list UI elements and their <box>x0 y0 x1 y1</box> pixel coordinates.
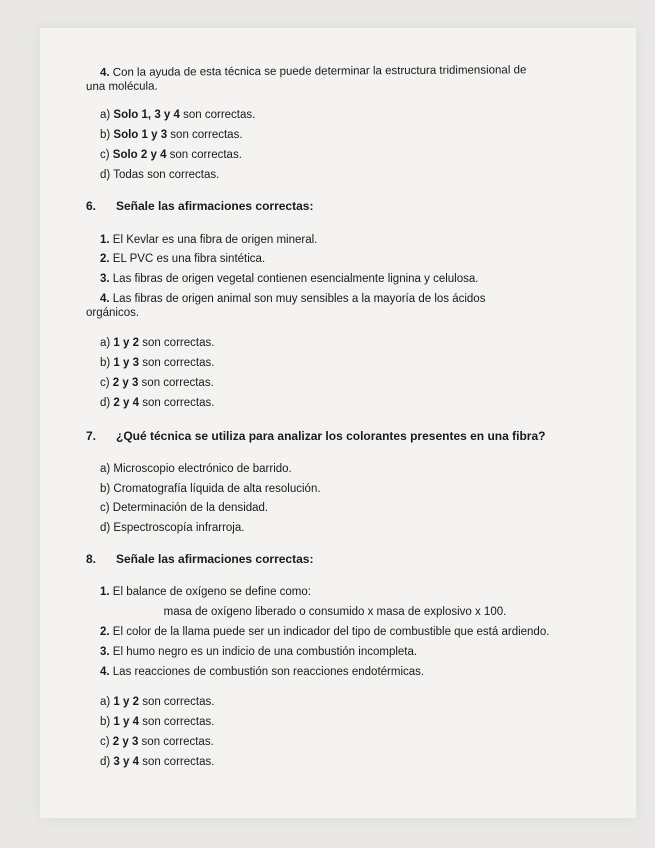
q6-statement-2: 2. EL PVC es una fibra sintética. <box>100 253 266 265</box>
q4-option-a: a) Solo 1, 3 y 4 son correctas. <box>100 109 256 121</box>
q8-option-b: b) 1 y 4 son correctas. <box>100 716 215 728</box>
q6-option-a: a) 1 y 2 son correctas. <box>100 337 215 349</box>
q6-option-b: b) 1 y 3 son correctas. <box>100 357 215 369</box>
q8-statement-3: 3. El humo negro es un indicio de una combustión incompleta. <box>100 646 418 658</box>
q6-statement-1: 1. El Kevlar es una fibra de origen mineral. <box>100 234 318 246</box>
q7-option-c: c) Determinación de la densidad. <box>100 502 269 514</box>
q6-title: 6. Señale las afirmaciones correctas: <box>86 199 314 213</box>
q6-statement-3: 3. Las fibras de origen vegetal contienen esencialmente lignina y celulosa. <box>100 273 479 285</box>
q8-statement-4: 4. Las reacciones de combustión son reacciones endotérmicas. <box>100 666 425 678</box>
q8-title: 8. Señale las afirmaciones correctas: <box>86 552 314 566</box>
q4-option-c: c) Solo 2 y 4 son correctas. <box>100 149 242 161</box>
q7-option-a: a) Microscopio electrónico de barrido. <box>100 463 292 475</box>
q6-option-d: d) 2 y 4 son correctas. <box>100 397 215 409</box>
q4-option-d: d) Todas son correctas. <box>100 169 220 181</box>
q4-statement: 4. Con la ayuda de esta técnica se puede determinar la estructura tridimensional de una molécula. <box>86 64 527 93</box>
q8-option-d: d) 3 y 4 son correctas. <box>100 756 215 768</box>
q7-title: 7. ¿Qué técnica se utiliza para analizar los colorantes presentes en una fibra? <box>86 429 546 443</box>
q8-statement-2: 2. El color de la llama puede ser un indicador del tipo de combustible que está ardiendo. <box>100 626 550 638</box>
q8-option-a: a) 1 y 2 son correctas. <box>100 696 215 708</box>
q7-option-d: d) Espectroscopía infrarroja. <box>100 522 245 534</box>
q8-statement-1: 1. El balance de oxígeno se define como: <box>100 586 311 598</box>
q8-option-c: c) 2 y 3 son correctas. <box>100 736 214 748</box>
q6-option-c: c) 2 y 3 son correctas. <box>100 377 214 389</box>
q6-statement-4: 4. Las fibras de origen animal son muy sensibles a la mayoría de los ácidos orgánicos. <box>86 293 486 319</box>
q7-option-b: b) Cromatografía líquida de alta resolución. <box>100 483 321 495</box>
q4-option-b: b) Solo 1 y 3 son correctas. <box>100 129 243 141</box>
q8-formula: masa de oxígeno liberado o consumido x masa de explosivo x 100. <box>163 606 507 618</box>
